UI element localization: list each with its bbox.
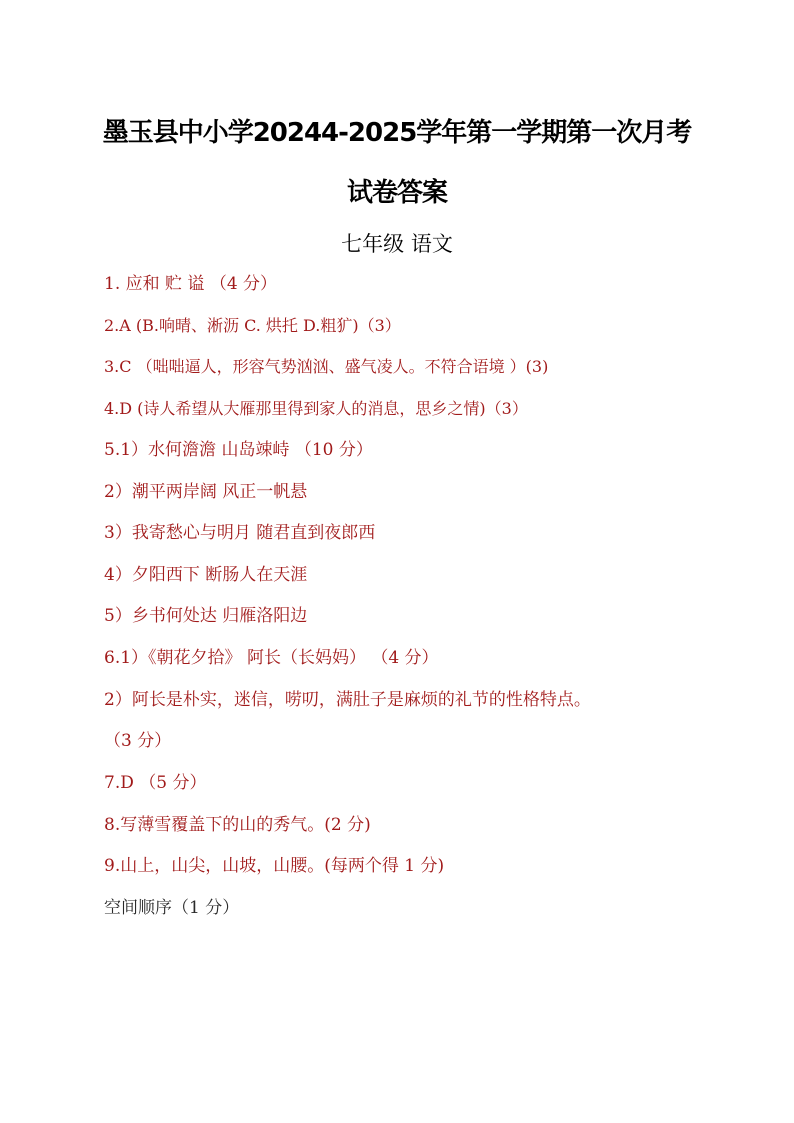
answer-6-2: 2）阿长是朴实，迷信，唠叨，满肚子是麻烦的礼节的性格特点。 — [104, 690, 591, 710]
answer-5-3: 3）我寄愁心与明月 随君直到夜郎西 — [104, 523, 376, 543]
answer-6-2-score: （3 分） — [104, 731, 172, 751]
answer-5-1: 5.1）水何澹澹 山岛竦峙 （10 分） — [104, 440, 373, 460]
page-title-line2: 试卷答案 — [346, 178, 447, 208]
answer-8: 8.写薄雪覆盖下的山的秀气。(2 分) — [104, 815, 371, 835]
answer-5-4: 4）夕阳西下 断肠人在天涯 — [104, 565, 308, 585]
page-title: 墨玉县中小学20244-2025学年第一学期第一次月考 — [102, 118, 692, 148]
answer-6-1: 6.1）《朝花夕拾》 阿长（长妈妈） （4 分） — [104, 648, 439, 668]
answer-7: 7.D （5 分） — [104, 773, 207, 793]
answer-9: 9.山上，山尖，山坡，山腰。(每两个得 1 分) — [104, 856, 445, 876]
answer-5-2: 2）潮平两岸阔 风正一帆悬 — [104, 482, 308, 502]
answer-3: 3.C （咄咄逼人，形容气势汹汹、盛气凌人。不符合语境 ）(3) — [104, 357, 549, 376]
answer-9-order: 空间顺序（1 分） — [104, 898, 240, 918]
grade-subject: 七年级 语文 — [341, 232, 453, 256]
answer-4: 4.D (诗人希望从大雁那里得到家人的消息，思乡之情)（3） — [104, 399, 528, 418]
answer-2: 2.A (B.响晴、淅沥 C. 烘托 D.粗犷)（3） — [104, 316, 401, 335]
answer-5-5: 5）乡书何处达 归雁洛阳边 — [104, 606, 308, 626]
answer-1: 1. 应和 贮 谥 （4 分） — [104, 274, 278, 294]
